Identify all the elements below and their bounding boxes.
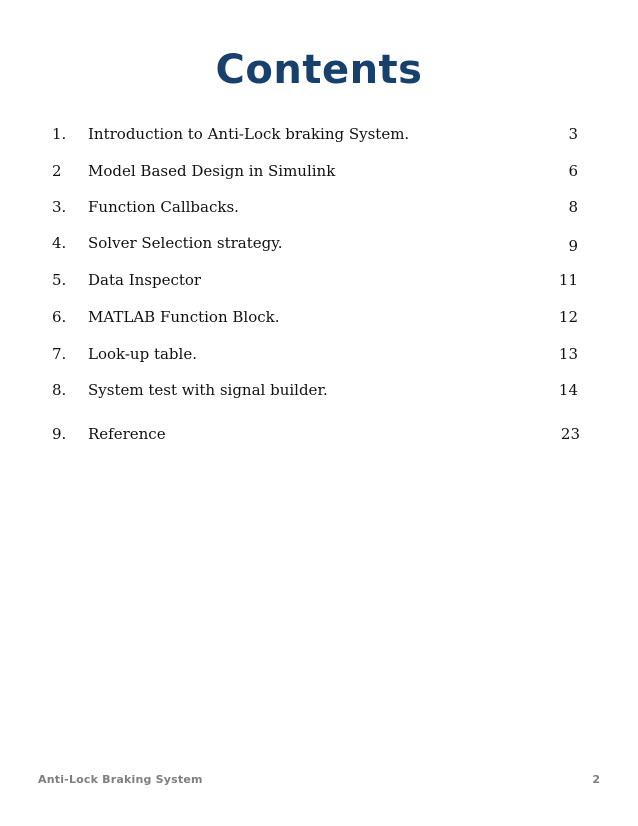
toc-entry-number: 8. [52, 381, 67, 399]
toc-entry-page: 23 [560, 425, 580, 443]
footer-document-title: Anti-Lock Braking System [38, 773, 203, 786]
toc-entry-page: 3 [568, 125, 578, 143]
toc-entry-page: 14 [558, 381, 578, 399]
toc-entry[interactable] [0, 343, 638, 365]
toc-entry-title: MATLAB Function Block. [88, 308, 280, 326]
toc-entry[interactable] [0, 306, 638, 328]
toc-entry-number: 6. [52, 308, 67, 326]
toc-entry[interactable] [0, 232, 638, 254]
toc-entry-number: 9. [52, 425, 67, 443]
toc-entry-title: Function Callbacks. [88, 198, 239, 216]
toc-entry[interactable] [0, 196, 638, 218]
toc-entry[interactable] [0, 269, 638, 291]
toc-entry-number: 1. [52, 125, 67, 143]
toc-entry-title: Reference [88, 425, 166, 443]
toc-entry-title: Look-up table. [88, 345, 197, 363]
toc-entry-page: 13 [558, 345, 578, 363]
toc-entry[interactable] [0, 423, 638, 445]
toc-entry[interactable] [0, 379, 638, 401]
toc-entry-page: 9 [568, 237, 578, 255]
toc-entry-page: 12 [558, 308, 578, 326]
toc-entry-number: 7. [52, 345, 67, 363]
toc-entry-page: 6 [568, 162, 578, 180]
toc-entry-title: Solver Selection strategy. [88, 234, 283, 252]
toc-entry-title: Data Inspector [88, 271, 202, 289]
toc-entry-title: Model Based Design in Simulink [88, 162, 336, 180]
toc-entry-page: 8 [568, 198, 578, 216]
toc-entry-title: System test with signal builder. [88, 381, 328, 399]
toc-entry-number: 3. [52, 198, 67, 216]
toc-entry-title: Introduction to Anti-Lock braking System. [88, 125, 410, 143]
toc-entry[interactable] [0, 160, 638, 182]
footer-page-number: 2 [592, 773, 600, 786]
toc-entry-number: 5. [52, 271, 67, 289]
toc-entry-number: 4. [52, 234, 67, 252]
page-title: Contents [215, 47, 423, 93]
toc-entry-number: 2 [52, 162, 62, 180]
toc-entry[interactable] [0, 123, 638, 145]
toc-entry-page: 11 [558, 271, 578, 289]
